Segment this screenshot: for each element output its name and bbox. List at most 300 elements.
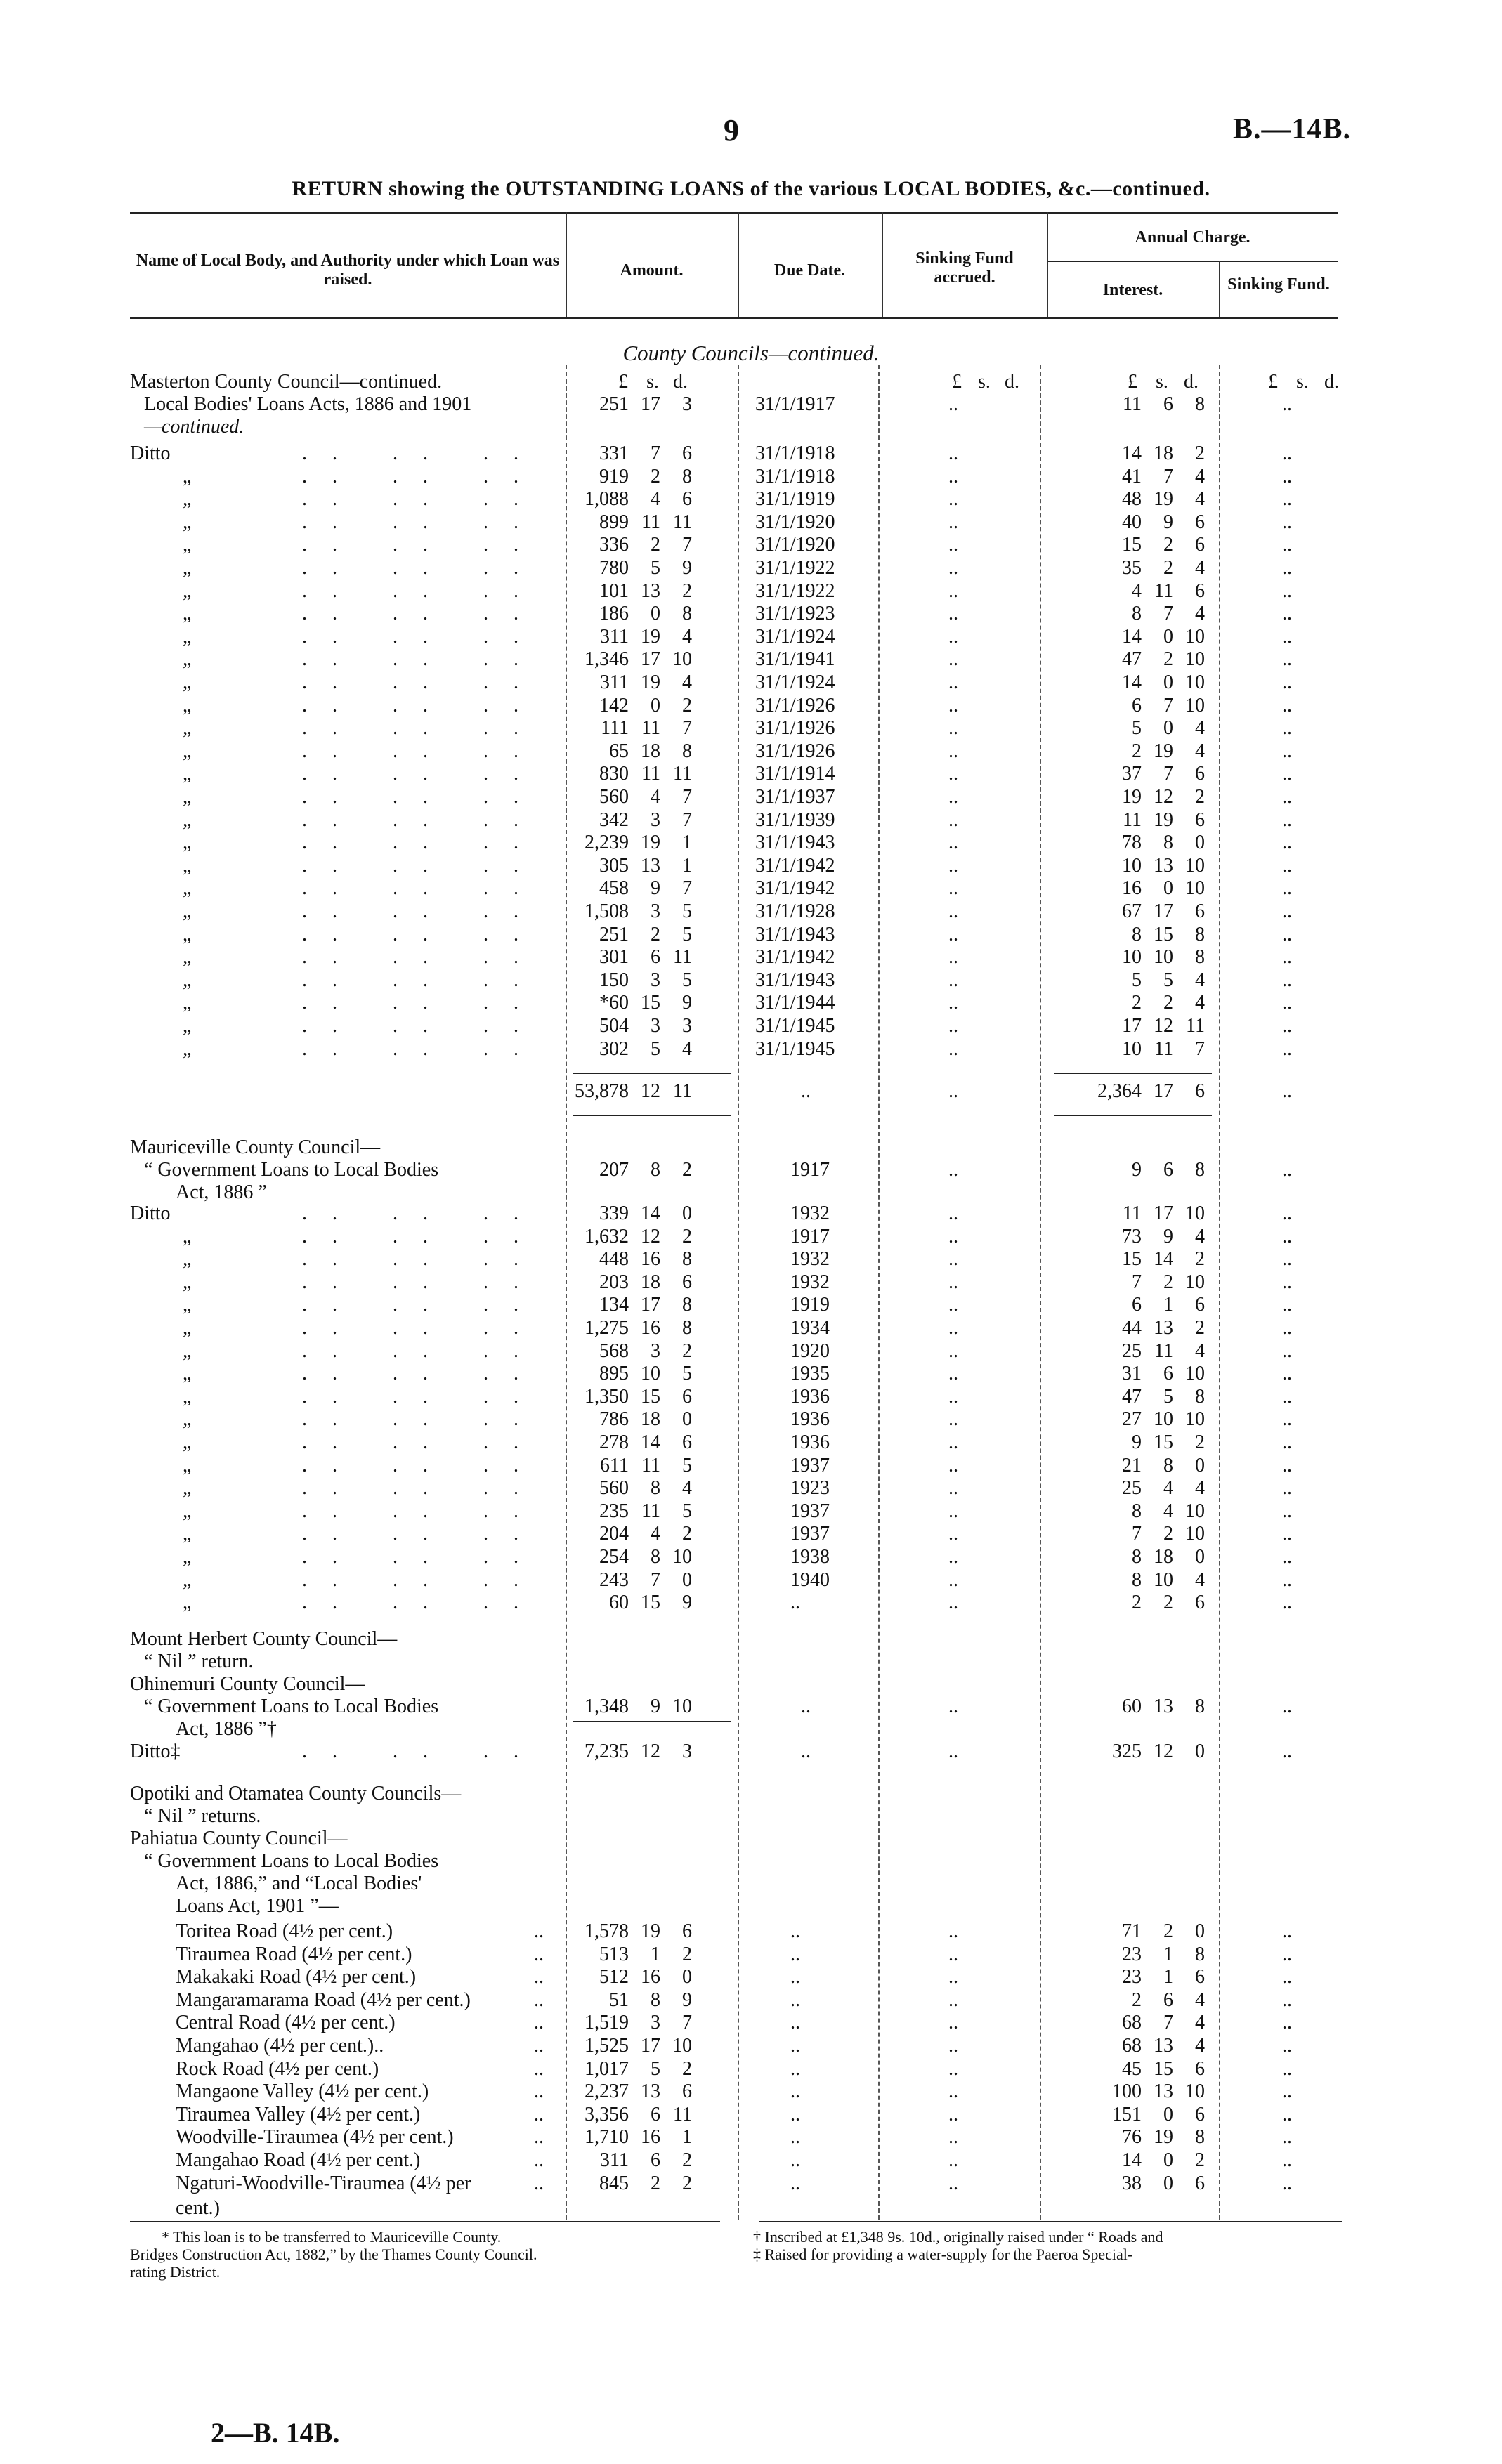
amount-shillings: 16 [641, 1248, 660, 1271]
row-label: Ditto [130, 443, 171, 464]
table-row [0, 1696, 1502, 1718]
interest-pence: 4 [1195, 488, 1205, 511]
sinking-fund-accrued: .. [948, 393, 958, 415]
interest-pounds: 71 [1122, 1920, 1142, 1942]
interest-shillings: 2 [1163, 1592, 1173, 1614]
row-label: „ [183, 946, 192, 969]
due-date: 31/1/1943 [755, 923, 835, 945]
sinking-fund-accrued: .. [948, 2149, 958, 2171]
due-date: 31/1/1942 [755, 946, 835, 969]
table-row [0, 809, 1502, 832]
opotiki-note: “ Nil ” returns. [144, 1805, 261, 1827]
interest-shillings: 7 [1163, 2012, 1173, 2034]
amount-pence: 4 [682, 671, 692, 693]
interest-pounds: 2 [1132, 740, 1142, 762]
due-date: 1936 [790, 1431, 830, 1453]
row-label: „ [183, 1592, 192, 1614]
interest-pounds: 14 [1122, 2149, 1142, 2171]
amount-pence: 0 [682, 1966, 692, 1988]
amount-pounds: 251 [599, 393, 629, 415]
amount-shillings: 19 [641, 832, 660, 854]
interest-pounds: 40 [1122, 511, 1142, 533]
sinking-fund-accrued: .. [948, 1500, 958, 1522]
due-date: .. [790, 2172, 800, 2194]
interest-shillings: 15 [1154, 1431, 1173, 1453]
interest-pence: 0 [1195, 1920, 1205, 1942]
interest-shillings: 7 [1163, 465, 1173, 487]
interest-pounds: 37 [1122, 763, 1142, 785]
row-label: „ [183, 1015, 192, 1037]
amount-shillings: 18 [641, 1408, 660, 1431]
interest-pence: 8 [1195, 923, 1205, 945]
footnote-dagger: † Inscribed at £1,348 9s. 10d., originally raised under “ Roads and [753, 2228, 1163, 2246]
amount-pence: 2 [682, 1943, 692, 1965]
amount-pounds: 204 [599, 1523, 629, 1545]
amount-pounds: 111 [601, 717, 629, 740]
amount-pence: 3 [682, 1015, 692, 1037]
interest-pounds: 25 [1122, 1477, 1142, 1500]
amount-shillings: 15 [641, 1385, 660, 1408]
table-row [0, 1920, 1502, 1943]
amount-shillings: 17 [641, 648, 660, 671]
table-row [0, 877, 1502, 900]
leader-dots: .. .. .. [302, 511, 544, 533]
amount-pounds: 311 [600, 625, 629, 648]
due-date: 31/1/1914 [755, 763, 835, 785]
leader-dots: .. [534, 2126, 544, 2149]
pahiatua-act-cont-2: Loans Act, 1901 ”— [176, 1895, 339, 1917]
sinking-fund: .. [1282, 900, 1292, 922]
sinking-fund: .. [1282, 1943, 1292, 1965]
due-date: .. [790, 1592, 800, 1614]
sinking-fund: .. [1282, 488, 1292, 511]
interest-pounds: 14 [1122, 625, 1142, 648]
leader-dots: .. .. .. [302, 923, 544, 945]
leader-dots: .. .. .. [302, 603, 544, 625]
interest-pounds: 151 [1112, 2103, 1142, 2125]
column-header-name: Name of Local Body, and Authority under which Loan was raised. [136, 251, 560, 289]
leader-dots: .. .. .. [302, 1363, 544, 1385]
interest-shillings: 19 [1154, 2126, 1173, 2149]
footnote-rule [130, 2221, 720, 2222]
table-row [0, 1015, 1502, 1037]
interest-pounds: 17 [1122, 1015, 1142, 1037]
total-rule [1054, 1115, 1212, 1116]
amount-pounds: 203 [599, 1271, 629, 1293]
amount-pence: 9 [682, 1988, 692, 2011]
table-row [0, 1202, 1502, 1225]
amount-shillings: 2 [651, 923, 660, 945]
interest-pounds: 68 [1122, 2012, 1142, 2034]
interest-shillings: 0 [1163, 2149, 1173, 2171]
amount-pounds: 134 [599, 1294, 629, 1316]
amount-pence: 8 [682, 465, 692, 487]
sinking-fund: .. [1282, 763, 1292, 785]
due-date: 1923 [790, 1477, 830, 1500]
interest-pence: 2 [1195, 1317, 1205, 1339]
interest-pounds: 68 [1122, 2035, 1142, 2057]
leader-dots: .. .. .. [302, 992, 544, 1014]
interest-pence: 6 [1195, 511, 1205, 533]
table-row [0, 557, 1502, 579]
unit-d: d. [1184, 371, 1199, 393]
amount-shillings: 15 [641, 1592, 660, 1614]
interest-shillings: 19 [1154, 740, 1173, 762]
sinking-fund-accrued: .. [948, 877, 958, 900]
interest-shillings: 18 [1154, 1546, 1173, 1568]
leader-dots: .. .. .. [302, 648, 544, 671]
interest-shillings: 13 [1154, 1696, 1173, 1717]
amount-shillings: 3 [651, 2012, 660, 2034]
sinking-fund: .. [1282, 1741, 1292, 1762]
row-label: „ [183, 786, 192, 808]
interest-pence: 0 [1195, 1454, 1205, 1476]
interest-pence: 8 [1195, 1385, 1205, 1408]
amount-pence: 3 [682, 393, 692, 415]
interest-shillings: 2 [1163, 534, 1173, 556]
amount-pence: 6 [682, 443, 692, 464]
interest-shillings: 6 [1163, 393, 1173, 415]
interest-pence: 2 [1195, 1431, 1205, 1453]
sinking-fund: .. [1282, 603, 1292, 625]
interest-shillings: 2 [1163, 1271, 1173, 1293]
leader-dots: .. .. .. [302, 1385, 544, 1408]
interest-pence: 10 [1185, 1523, 1205, 1545]
leader-dots: .. .. .. [302, 1225, 544, 1247]
row-label: „ [183, 1477, 192, 1500]
due-date: 31/1/1928 [755, 900, 835, 922]
amount-pence: 7 [682, 717, 692, 740]
sinking-fund-accrued: .. [948, 1317, 958, 1339]
due-date: 31/1/1923 [755, 603, 835, 625]
interest-pounds: 14 [1122, 443, 1142, 464]
amount-pounds: 1,508 [585, 900, 629, 922]
row-label: „ [183, 1225, 192, 1247]
interest-pence: 8 [1195, 946, 1205, 969]
interest-pence: 10 [1185, 854, 1205, 877]
amount-shillings: 0 [651, 694, 660, 716]
amount-pounds: 845 [599, 2172, 629, 2194]
interest-pence: 6 [1195, 2057, 1205, 2080]
header-divider [882, 212, 883, 317]
amount-pounds: 1,519 [585, 2012, 629, 2034]
amount-pence: 10 [672, 1696, 692, 1717]
interest-shillings: 14 [1154, 1248, 1173, 1271]
amount-pounds: 311 [600, 671, 629, 693]
amount-shillings: 8 [651, 1159, 660, 1181]
table-row [0, 488, 1502, 511]
amount-shillings: 2 [651, 534, 660, 556]
sinking-fund: .. [1282, 1363, 1292, 1385]
amount-pence: 6 [682, 1385, 692, 1408]
interest-shillings: 13 [1154, 1317, 1173, 1339]
table-row [0, 1966, 1502, 1988]
sinking-fund-accrued: .. [948, 488, 958, 511]
sinking-fund: .. [1282, 1592, 1292, 1614]
interest-pence: 4 [1195, 992, 1205, 1014]
amount-pounds: 786 [599, 1408, 629, 1431]
due-date: 1932 [790, 1202, 830, 1224]
interest-pence: 8 [1195, 1159, 1205, 1181]
row-label: „ [183, 625, 192, 648]
table-row [0, 695, 1502, 717]
leader-dots: .. [534, 2149, 544, 2171]
amount-pence: 5 [682, 900, 692, 922]
sinking-fund: .. [1282, 2057, 1292, 2080]
interest-pence: 0 [1195, 1546, 1205, 1568]
table-row [0, 1741, 1502, 1763]
table-row [0, 580, 1502, 603]
interest-pounds: 15 [1122, 534, 1142, 556]
sinking-fund-accrued: .. [948, 1741, 958, 1762]
interest-pence: 6 [1195, 763, 1205, 785]
sinking-fund-accrued: .. [948, 832, 958, 854]
interest-shillings: 2 [1163, 1920, 1173, 1942]
table-row [0, 1317, 1502, 1339]
column-header-interest: Interest. [1102, 281, 1163, 299]
interest-pounds: 325 [1112, 1741, 1142, 1762]
sinking-fund-accrued: .. [948, 603, 958, 625]
leader-dots: .. [534, 2035, 544, 2057]
interest-shillings: 4 [1163, 1500, 1173, 1522]
leader-dots: .. .. .. [302, 694, 544, 716]
amount-pence: 2 [682, 579, 692, 602]
interest-pounds: 41 [1122, 465, 1142, 487]
due-date: 1940 [790, 1568, 830, 1591]
amount-shillings: 3 [651, 900, 660, 922]
section-subheading: County Councils—continued. [622, 341, 880, 365]
total-rule [573, 1115, 731, 1116]
amount-pounds: 611 [600, 1454, 629, 1476]
interest-shillings: 2 [1163, 1523, 1173, 1545]
due-date: 1919 [790, 1294, 830, 1316]
interest-pounds: 2 [1132, 1592, 1142, 1614]
interest-shillings: 0 [1163, 2103, 1173, 2125]
interest-pence: 4 [1195, 969, 1205, 991]
amount-pounds: 251 [599, 923, 629, 945]
sinking-fund-accrued: .. [948, 923, 958, 945]
interest-pence: 10 [1185, 648, 1205, 671]
total-interest-pence: 6 [1195, 1080, 1205, 1102]
amount-pence: 8 [682, 1294, 692, 1316]
interest-pence: 8 [1195, 393, 1205, 415]
amount-pence: 7 [682, 534, 692, 556]
amount-pounds: 65 [609, 740, 629, 762]
amount-pounds: 336 [599, 534, 629, 556]
interest-pence: 6 [1195, 2172, 1205, 2194]
total-sinking-accrued: .. [948, 1080, 958, 1102]
sinking-fund: .. [1282, 1339, 1292, 1362]
sinking-fund-accrued: .. [948, 1037, 958, 1060]
row-label: „ [183, 603, 192, 625]
amount-pounds: 1,017 [585, 2057, 629, 2080]
leader-dots: .. .. .. [302, 1015, 544, 1037]
row-label: „ [183, 511, 192, 533]
leader-dots: .. .. .. [302, 1454, 544, 1476]
leader-dots: .. .. .. [302, 832, 544, 854]
header-bottom-rule [130, 317, 1338, 319]
table-row [0, 1294, 1502, 1316]
table-row [0, 969, 1502, 992]
row-label: „ [183, 648, 192, 671]
interest-shillings: 5 [1163, 969, 1173, 991]
row-label: „ [183, 877, 192, 900]
due-date: 31/1/1943 [755, 969, 835, 991]
row-label: „ [183, 557, 192, 579]
amount-shillings: 5 [651, 1037, 660, 1060]
due-date: 1932 [790, 1271, 830, 1293]
interest-pounds: 5 [1132, 717, 1142, 740]
amount-shillings: 10 [641, 1363, 660, 1385]
amount-pence: 8 [682, 740, 692, 762]
mount-herbert-title: Mount Herbert County Council— [130, 1628, 398, 1650]
due-date: 1917 [790, 1225, 830, 1247]
amount-shillings: 13 [641, 854, 660, 877]
amount-pence: 6 [682, 1271, 692, 1293]
sinking-fund-accrued: .. [948, 992, 958, 1014]
leader-dots: .. .. .. [302, 1741, 544, 1762]
amount-shillings: 17 [641, 393, 660, 415]
sinking-fund: .. [1282, 1015, 1292, 1037]
ohinemuri-act-cont: Act, 1886 ”† [176, 1718, 277, 1740]
row-label: „ [183, 832, 192, 854]
due-date: 31/1/1942 [755, 854, 835, 877]
due-date: .. [790, 2080, 800, 2103]
due-date: 1932 [790, 1248, 830, 1271]
amount-pounds: 305 [599, 854, 629, 877]
amount-pence: 0 [682, 1568, 692, 1591]
sinking-fund-accrued: .. [948, 2126, 958, 2149]
interest-pence: 4 [1195, 2035, 1205, 2057]
sinking-fund: .. [1282, 2149, 1292, 2171]
row-label: Ngaturi-Woodville-Tiraumea (4½ per [176, 2172, 471, 2194]
amount-pounds: 243 [599, 1568, 629, 1591]
amount-pence: 8 [682, 1248, 692, 1271]
leader-dots: .. .. .. [302, 717, 544, 740]
sinking-fund-accrued: .. [948, 1454, 958, 1476]
sinking-fund: .. [1282, 1317, 1292, 1339]
leader-dots: .. [534, 1988, 544, 2011]
total-row [0, 1080, 1502, 1103]
masterton-subtitle: Local Bodies' Loans Acts, 1886 and 1901 [144, 393, 472, 415]
unit-d: d. [1005, 371, 1019, 393]
interest-pence: 4 [1195, 2012, 1205, 2034]
interest-shillings: 2 [1163, 648, 1173, 671]
table-row [0, 2012, 1502, 2034]
interest-pounds: 15 [1122, 1248, 1142, 1271]
amount-pence: 7 [682, 2012, 692, 2034]
interest-pounds: 8 [1132, 603, 1142, 625]
sinking-fund: .. [1282, 1477, 1292, 1500]
due-date: .. [790, 2149, 800, 2171]
sinking-fund: .. [1282, 1988, 1292, 2011]
mauriceville-act-cont: Act, 1886 ” [176, 1181, 267, 1203]
amount-shillings: 9 [651, 1696, 660, 1717]
table-row [0, 763, 1502, 785]
amount-shillings: 8 [651, 1477, 660, 1500]
interest-shillings: 2 [1163, 992, 1173, 1014]
leader-dots: .. .. .. [302, 671, 544, 693]
amount-pounds: 3,356 [585, 2103, 629, 2125]
interest-pence: 10 [1185, 1363, 1205, 1385]
table-row [0, 1271, 1502, 1294]
sinking-fund: .. [1282, 1225, 1292, 1247]
sinking-fund: .. [1282, 1271, 1292, 1293]
interest-shillings: 10 [1154, 1408, 1173, 1431]
interest-shillings: 13 [1154, 2080, 1173, 2103]
due-date: 31/1/1945 [755, 1015, 835, 1037]
sinking-fund-accrued: .. [948, 1431, 958, 1453]
leader-dots: .. .. .. [302, 465, 544, 487]
leader-dots: .. .. .. [302, 579, 544, 602]
amount-shillings: 6 [651, 2103, 660, 2125]
amount-pounds: 512 [599, 1966, 629, 1988]
table-row [0, 1408, 1502, 1431]
table-row [0, 992, 1502, 1014]
interest-pounds: 8 [1132, 1568, 1142, 1591]
row-label: „ [183, 740, 192, 762]
sinking-fund-accrued: .. [948, 1294, 958, 1316]
amount-pence: 0 [682, 1202, 692, 1224]
interest-pounds: 23 [1122, 1943, 1142, 1965]
amount-shillings: 8 [651, 1988, 660, 2011]
pahiatua-last-label-cont: cent.) [176, 2197, 220, 2219]
interest-pence: 2 [1195, 443, 1205, 464]
interest-pence: 4 [1195, 465, 1205, 487]
amount-shillings: 12 [641, 1225, 660, 1247]
interest-shillings: 7 [1163, 763, 1173, 785]
interest-shillings: 4 [1163, 1477, 1173, 1500]
interest-shillings: 7 [1163, 603, 1173, 625]
sinking-fund: .. [1282, 832, 1292, 854]
masterton-title [130, 371, 442, 393]
sinking-fund: .. [1282, 1500, 1292, 1522]
leader-dots: .. .. .. [302, 557, 544, 579]
interest-pence: 6 [1195, 2103, 1205, 2125]
leader-dots: .. .. .. [302, 1592, 544, 1614]
sinking-fund-accrued: .. [948, 534, 958, 556]
amount-shillings: 11 [641, 1500, 660, 1522]
interest-pounds: 8 [1132, 1546, 1142, 1568]
amount-shillings: 19 [641, 671, 660, 693]
sinking-fund-accrued: .. [948, 900, 958, 922]
amount-pence: 5 [682, 923, 692, 945]
table-row [0, 1477, 1502, 1500]
amount-shillings: 3 [651, 808, 660, 831]
row-label: „ [183, 1385, 192, 1408]
interest-pounds: 21 [1122, 1454, 1142, 1476]
sinking-fund-accrued: .. [948, 694, 958, 716]
due-date: 31/1/1926 [755, 694, 835, 716]
amount-shillings: 11 [641, 717, 660, 740]
sinking-fund: .. [1282, 740, 1292, 762]
amount-shillings: 17 [641, 2035, 660, 2057]
table-row [0, 626, 1502, 648]
interest-pounds: 8 [1132, 923, 1142, 945]
table-row [0, 924, 1502, 946]
due-date: 1935 [790, 1363, 830, 1385]
footnote-star-cont: Bridges Construction Act, 1882,” by the Thames County Council. [130, 2246, 537, 2263]
amount-shillings: 7 [651, 443, 660, 464]
amount-pounds: 342 [599, 808, 629, 831]
mauriceville-title: Mauriceville County Council— [130, 1136, 381, 1158]
amount-pounds: 1,710 [585, 2126, 629, 2149]
interest-pounds: 48 [1122, 488, 1142, 511]
table-row [0, 1226, 1502, 1248]
amount-pence: 5 [682, 1363, 692, 1385]
amount-pence: 4 [682, 1477, 692, 1500]
pahiatua-act-cont: Act, 1886,” and “Local Bodies' [176, 1873, 422, 1894]
